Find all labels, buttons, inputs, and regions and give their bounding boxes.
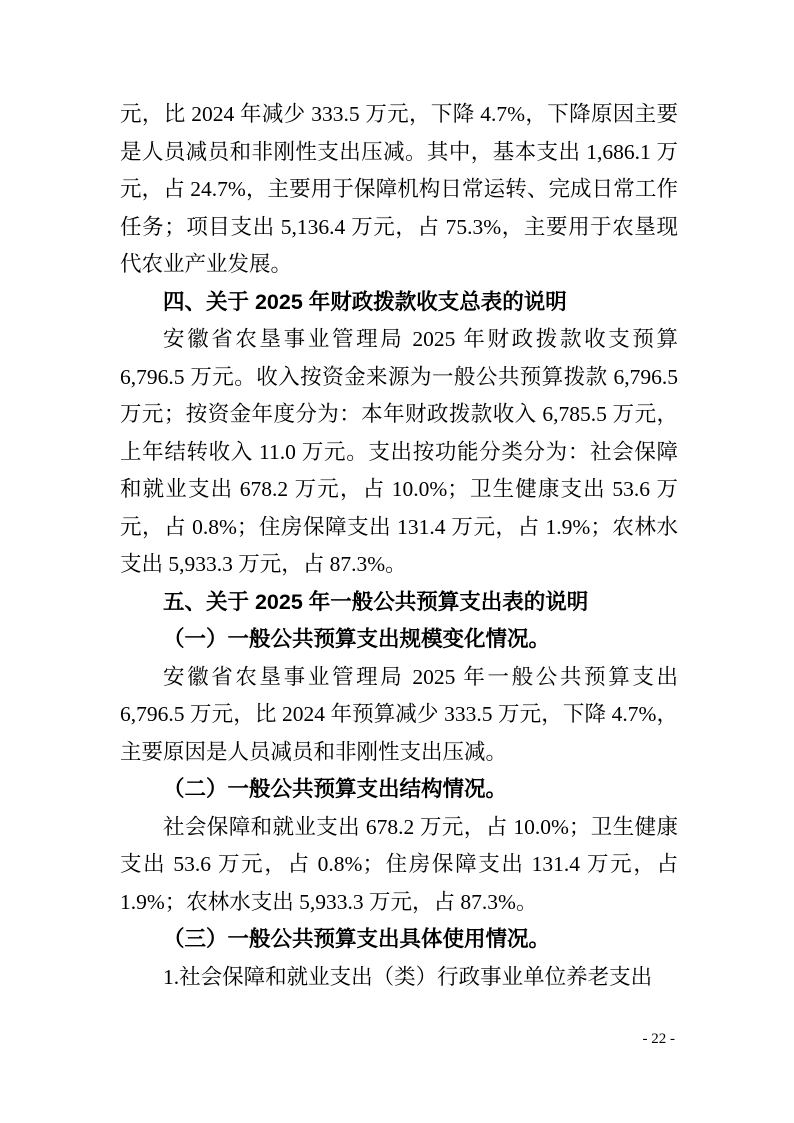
page-number: - 22 - <box>642 1031 675 1047</box>
subsection-heading-3: （三）一般公共预算支出具体使用情况。 <box>163 927 551 951</box>
section-heading-4: 四、关于 2025 年财政拨款收支总表的说明 <box>163 289 567 314</box>
body-paragraph-structure: 社会保障和就业支出 678.2 万元，占 10.0%；卫生健康支出 53.6 万元，占 0.8%；住房保障支出 131.4 万元，占 1.9%；农林水支出 5,933.3 万元，占 87.3%。 <box>120 814 678 914</box>
body-paragraph-continuation: 元，比 2024 年减少 333.5 万元，下降 4.7%，下降原因主要是人员减员和非刚性支出压减。其中，基本支出 1,686.1 万元，占 24.7%，主要用于保障机构日常运转、完成日常工作任务；项目支出 5,136.4 万元，占 75.3%，主要用于农垦现代农业产业发展。 <box>120 102 678 276</box>
section-heading-5: 五、关于 2025 年一般公共预算支出表的说明 <box>163 589 589 614</box>
body-paragraph-scale-change: 安徽省农垦事业管理局 2025 年一般公共预算支出 6,796.5 万元，比 2024 年预算减少 333.5 万元，下降 4.7%，主要原因是人员减员和非刚性支出压减。 <box>120 664 678 764</box>
numbered-item-1: 1.社会保障和就业支出（类）行政事业单位养老支出 <box>163 964 653 989</box>
body-paragraph-fiscal-appropriation: 安徽省农垦事业管理局 2025 年财政拨款收支预算 6,796.5 万元。收入按资金来源为一般公共预算拨款 6,796.5 万元；按资金年度分为：本年财政拨款收入 6,785.5 万元，上年结转收入 11.0 万元。支出按功能分类分为：社会保障和就业支出 678.2 万元，占 10.0%；卫生健康支出 53.6 万元，占 0.8%；住房保障支出 131.4 万元，占 1.9%；农林水支出 5,933.3 万元，占 87.3%。 <box>120 327 678 576</box>
subsection-heading-2: （二）一般公共预算支出结构情况。 <box>163 777 508 801</box>
document-body <box>120 96 678 996</box>
subsection-heading-1: （一）一般公共预算支出规模变化情况。 <box>163 627 551 651</box>
